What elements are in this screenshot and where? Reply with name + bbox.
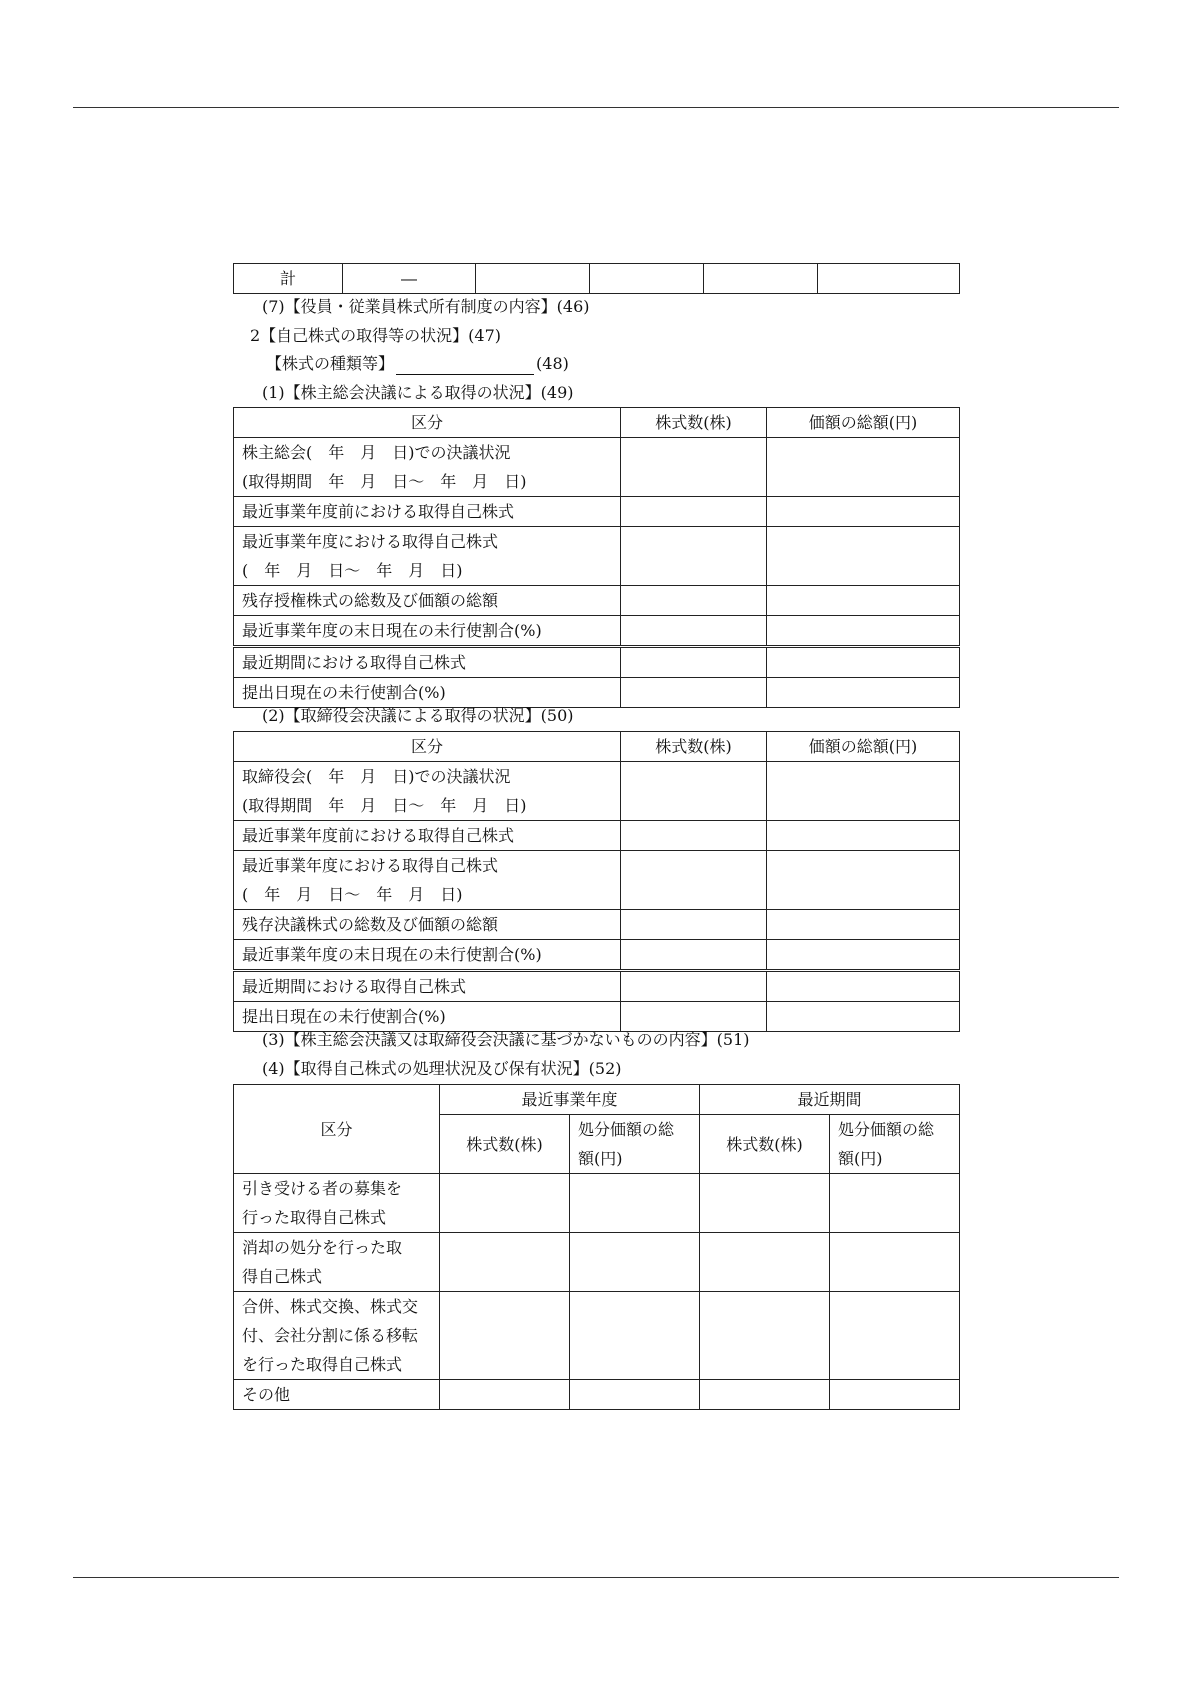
cell <box>570 1174 700 1233</box>
row-label: その他 <box>234 1380 440 1410</box>
cell <box>570 1233 700 1292</box>
table-row <box>234 678 960 708</box>
row-label-sub: 得自己株式 <box>242 1267 323 1286</box>
cell <box>621 647 767 678</box>
header-shares: 株式数(株) <box>621 732 767 762</box>
row-label: 残存決議株式の総数及び価額の総額 <box>234 910 621 940</box>
row-label: 提出日現在の未行使割合(%) <box>234 678 621 708</box>
table-row <box>234 1174 960 1233</box>
cell <box>767 616 960 647</box>
table-row <box>234 1233 960 1292</box>
cell <box>767 762 960 821</box>
cell <box>621 940 767 971</box>
cell <box>621 586 767 616</box>
row-label-sub: ( 年 月 日～ 年 月 日) <box>242 885 463 904</box>
cell <box>621 910 767 940</box>
table-row <box>234 910 960 940</box>
table-row <box>234 762 960 821</box>
row-label: 引き受ける者の募集を <box>242 1179 403 1198</box>
row-label: 最近事業年度の末日現在の未行使割合(%) <box>234 616 621 647</box>
cell <box>621 851 767 910</box>
row-label: 最近事業年度における取得自己株式 <box>242 856 499 875</box>
cell <box>767 971 960 1002</box>
cell <box>767 851 960 910</box>
header-value-line1: 処分価額の総 <box>578 1120 675 1139</box>
table-row <box>234 438 960 497</box>
stock-type-line <box>266 353 569 375</box>
cell <box>621 821 767 851</box>
header-value-line1: 処分価額の総 <box>838 1120 935 1139</box>
cell <box>818 264 960 294</box>
row-label-sub: 付、会社分割に係る移転 <box>242 1326 419 1345</box>
footer-rule <box>73 1577 1119 1578</box>
cell <box>621 678 767 708</box>
cell <box>440 1380 570 1410</box>
cell <box>440 1233 570 1292</box>
cell <box>590 264 704 294</box>
header-recent-period: 最近期間 <box>700 1085 960 1115</box>
cell <box>621 527 767 586</box>
row-label: 最近事業年度の末日現在の未行使割合(%) <box>234 940 621 971</box>
total-label: 計 <box>234 264 343 294</box>
header-value-line2: 額(円) <box>578 1149 623 1168</box>
section-3-heading: (3)【株主総会決議又は取締役会決議に基づかないものの内容】(51) <box>262 1030 750 1049</box>
row-label: 最近事業年度前における取得自己株式 <box>234 821 621 851</box>
row-label-sub: (取得期間 年 月 日～ 年 月 日) <box>242 796 527 815</box>
cell <box>767 497 960 527</box>
section-2-heading: 2【自己株式の取得等の状況】(47) <box>250 326 502 345</box>
row-label: 消却の処分を行った取 <box>242 1238 403 1257</box>
disposal-status-table <box>233 1084 960 1410</box>
header-value <box>570 1115 700 1174</box>
cell <box>767 910 960 940</box>
table-row <box>234 527 960 586</box>
cell <box>700 1380 830 1410</box>
section-4-heading: (4)【取得自己株式の処理状況及び保有状況】(52) <box>262 1059 622 1078</box>
cell <box>570 1380 700 1410</box>
header-value: 価額の総額(円) <box>767 732 960 762</box>
row-label: 提出日現在の未行使割合(%) <box>234 1002 621 1032</box>
header-value-line2: 額(円) <box>838 1149 883 1168</box>
section-7-heading: (7)【役員・従業員株式所有制度の内容】(46) <box>262 297 590 316</box>
header-kubun: 区分 <box>234 1085 440 1174</box>
cell <box>621 497 767 527</box>
row-label-sub: (取得期間 年 月 日～ 年 月 日) <box>242 472 527 491</box>
shareholder-meeting-table <box>233 407 960 708</box>
row-label: 最近事業年度における取得自己株式 <box>242 532 499 551</box>
cell <box>476 264 590 294</box>
cell <box>767 438 960 497</box>
cell <box>440 1292 570 1380</box>
cell <box>621 762 767 821</box>
cell <box>767 940 960 971</box>
total-dash: ― <box>343 264 476 294</box>
table-row <box>234 1380 960 1410</box>
row-label-sub: ( 年 月 日～ 年 月 日) <box>242 561 463 580</box>
cell <box>621 1002 767 1032</box>
table-row <box>234 971 960 1002</box>
table-row <box>234 586 960 616</box>
cell <box>767 586 960 616</box>
row-label: 株主総会( 年 月 日)での決議状況 <box>242 443 511 462</box>
stock-type-blank[interactable] <box>396 356 534 375</box>
header-value <box>830 1115 960 1174</box>
row-label: 最近事業年度前における取得自己株式 <box>234 497 621 527</box>
cell <box>830 1380 960 1410</box>
table-row <box>234 1292 960 1380</box>
header-shares: 株式数(株) <box>700 1115 830 1174</box>
cell <box>830 1292 960 1380</box>
cell <box>621 438 767 497</box>
stock-type-label: 【株式の種類等】 <box>266 354 395 373</box>
row-label: 最近期間における取得自己株式 <box>234 971 621 1002</box>
total-row-table <box>233 263 960 294</box>
header-recent-fiscal-year: 最近事業年度 <box>440 1085 700 1115</box>
cell <box>830 1174 960 1233</box>
cell <box>767 527 960 586</box>
table-row <box>234 940 960 971</box>
header-shares: 株式数(株) <box>621 408 767 438</box>
header-value: 価額の総額(円) <box>767 408 960 438</box>
cell <box>700 1174 830 1233</box>
cell <box>570 1292 700 1380</box>
cell <box>767 1002 960 1032</box>
table-row <box>234 851 960 910</box>
row-label: 最近期間における取得自己株式 <box>234 647 621 678</box>
cell <box>767 647 960 678</box>
cell <box>621 616 767 647</box>
section-1-heading: (1)【株主総会決議による取得の状況】(49) <box>262 383 574 402</box>
stock-type-note: (48) <box>536 354 569 373</box>
row-label-sub: を行った取得自己株式 <box>242 1355 403 1374</box>
cell <box>767 821 960 851</box>
table-row <box>234 647 960 678</box>
row-label: 残存授権株式の総数及び価額の総額 <box>234 586 621 616</box>
section-2b-heading: (2)【取締役会決議による取得の状況】(50) <box>262 706 574 725</box>
header-rule <box>73 107 1119 108</box>
cell <box>440 1174 570 1233</box>
table-row <box>234 821 960 851</box>
cell <box>700 1292 830 1380</box>
header-kubun: 区分 <box>234 732 621 762</box>
header-kubun: 区分 <box>234 408 621 438</box>
table-row <box>234 616 960 647</box>
cell <box>830 1233 960 1292</box>
table-row <box>234 497 960 527</box>
row-label: 取締役会( 年 月 日)での決議状況 <box>242 767 511 786</box>
cell <box>704 264 818 294</box>
table-row <box>234 1002 960 1032</box>
row-label: 合併、株式交換、株式交 <box>242 1297 419 1316</box>
row-label-sub: 行った取得自己株式 <box>242 1208 387 1227</box>
cell <box>621 971 767 1002</box>
cell <box>767 678 960 708</box>
cell <box>700 1233 830 1292</box>
board-meeting-table <box>233 731 960 1032</box>
header-shares: 株式数(株) <box>440 1115 570 1174</box>
